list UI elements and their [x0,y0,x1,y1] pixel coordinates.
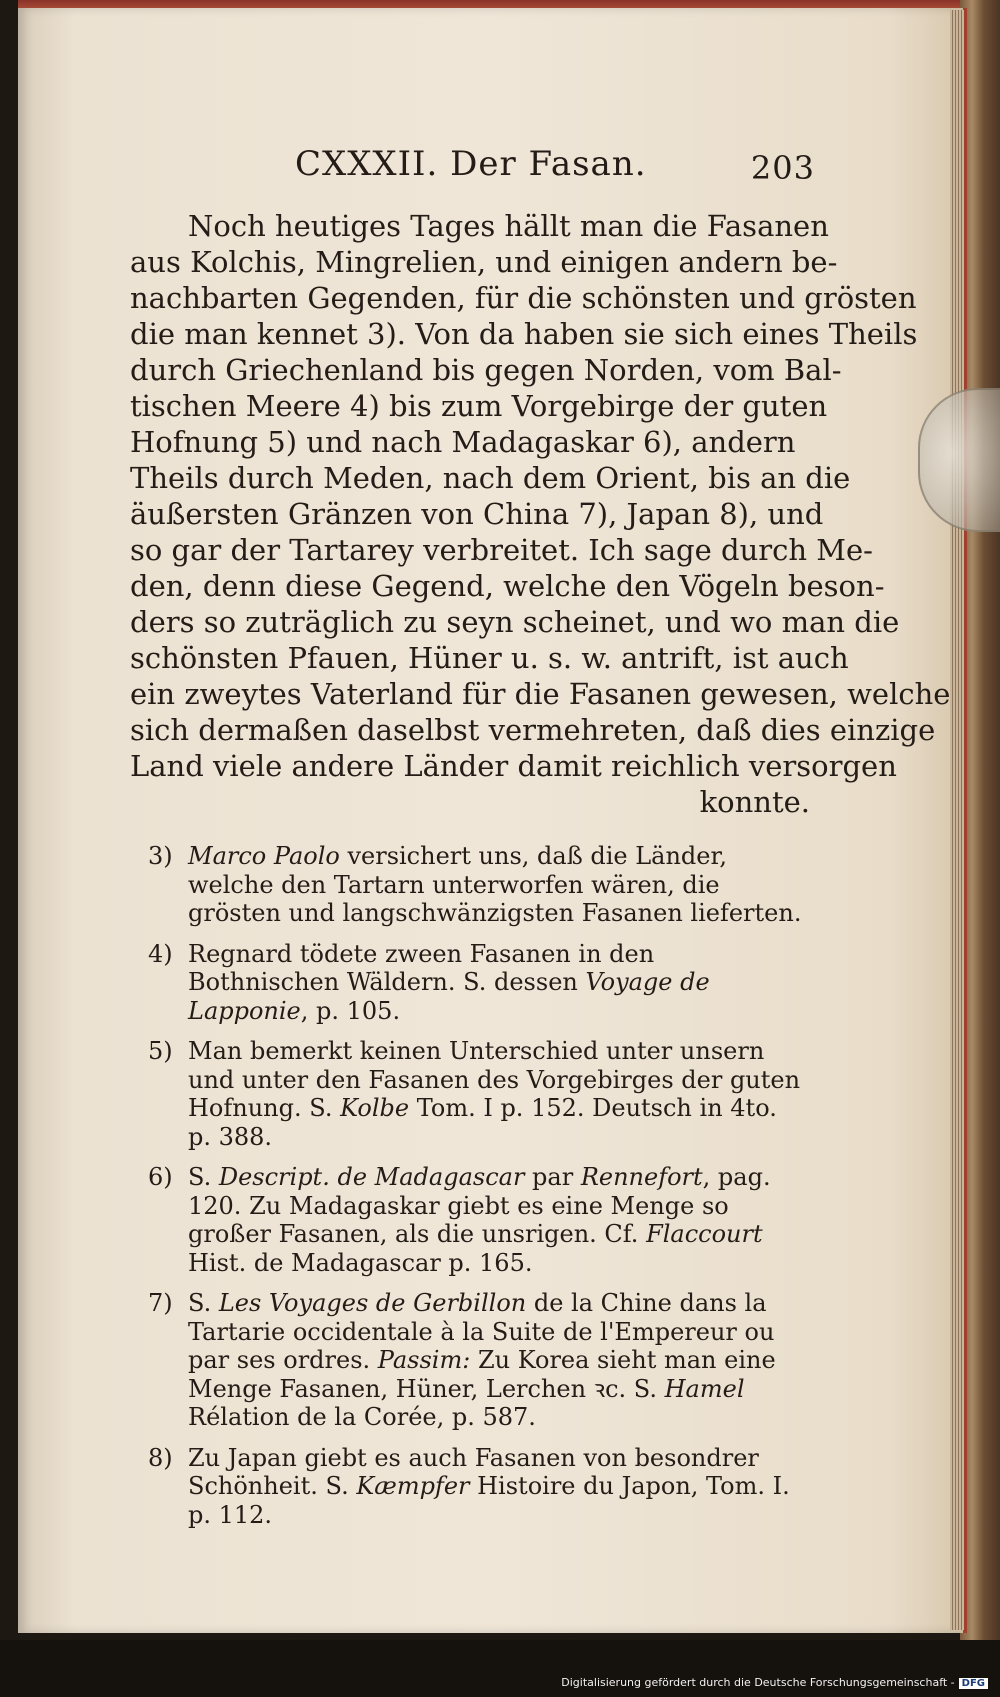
footnote-text-part: S. [188,1163,219,1191]
footnote-number: 8) [148,1443,173,1472]
footnote-text-part: par [524,1163,581,1191]
page-number: 203 [750,149,815,187]
running-header [295,140,815,188]
footnote-text-part: S. [188,1289,219,1317]
footnote-text [188,1444,802,1530]
footnote-text-part: Rélation de la Corée, p. 587. [188,1403,536,1431]
credit-text: Digitalisierung gefördert durch die Deutsche Forschungsgemeinschaft - [561,1676,955,1689]
footnote-text [188,1289,802,1432]
footnote-text-part: , pag. 120. Zu Madagaskar giebt es eine Menge so großer Fasanen, als die unsrigen. Cf. [188,1163,771,1248]
main-text-line: Theils durch Meden, nach dem Orient, bis an die [130,461,851,495]
main-text-line: durch Griechenland bis gegen Norden, vom Bal- [130,353,842,387]
main-text-line: sich dermaßen daselbst vermehreten, daß dies einzige [130,713,936,747]
footnote-text-part: Zu Japan giebt es auch Fasanen von besondrer Schönheit. S. [188,1443,759,1500]
footnotes [148,842,802,1541]
main-text [130,208,951,820]
footnote-citation: Marco Paolo [188,842,340,870]
footnote [148,1163,802,1277]
footnote-text [188,842,802,928]
main-text-line: den, denn diese Gegend, welche den Vögeln beson- [130,569,885,603]
footnote-text-part: Hist. de Madagascar p. 165. [188,1248,533,1277]
main-text-line: nachbarten Gegenden, für die schönsten und grösten [130,281,917,315]
main-text-line: tischen Meere 4) bis zum Vorgebirge der guten [130,389,828,423]
footnote-citation: Passim: [377,1346,471,1374]
footnote-citation: Kæmpfer [356,1472,470,1500]
footnote [148,940,802,1026]
footnote-citation: Hamel [664,1374,745,1403]
main-text-line: ders so zuträglich zu seyn scheinet, und wo man die [130,605,900,639]
main-text-line: Noch heutiges Tages hällt man die Fasanen [188,209,829,243]
dfg-logo: DFG [959,1678,988,1689]
footnote-number: 7) [148,1289,173,1317]
footnote-citation: Voyage de Lapponie [188,968,710,1025]
footnote-text-part: Zu Korea sieht man eine Menge Fasanen, Hüner, Lerchen ꝛc. S. [188,1346,776,1403]
footnote-citation: Flaccourt [646,1220,763,1248]
footnote-citation: Les Voyages de Gerbillon [218,1289,527,1317]
footnote-text-part: Histoire du Japon, Tom. I. p. 112. [188,1472,790,1529]
main-text-line: Land viele andere Länder damit reichlich versorgen [130,749,897,783]
footnote-text-part: de la Chine dans la Tartarie occidentale à la Suite de l'Empereur ou par ses ordres. [188,1289,775,1374]
footnote-citation: Descript. de Madagascar [218,1163,525,1191]
main-text-line: Hofnung 5) und nach Madagaskar 6), andern [130,425,796,459]
main-text-line: aus Kolchis, Mingrelien, und einigen andern be- [130,245,838,279]
main-text-line: die man kennet 3). Von da haben sie sich eines Theils [130,317,918,351]
footnote [148,1444,802,1530]
footnote-text [188,1037,802,1151]
main-text-line: schönsten Pfauen, Hüner u. s. w. antrift, ist auch [130,641,849,675]
footnote-text-part: Man bemerkt keinen Unterschied unter unsern und unter den Fasanen des Vorgebirges der guten Hofnung. S. [188,1037,801,1122]
footnote-text-part: Tom. I p. 152. Deutsch in 4to. p. 388. [188,1094,777,1151]
footnote-number: 4) [148,939,173,968]
footnote-number: 5) [148,1037,173,1065]
footnote-citation: Kolbe [340,1094,410,1122]
footnote [148,1037,802,1151]
main-text-line: konnte. [699,785,810,819]
main-text-line: ein zweytes Vaterland für die Fasanen gewesen, welche [130,677,951,711]
main-text-line: äußersten Gränzen von China 7), Japan 8), und [130,497,824,531]
footnote [148,842,802,928]
digitization-credit [561,1676,988,1689]
footnote-citation: Rennefort [580,1163,703,1191]
footnote-number: 6) [148,1163,173,1191]
footnote-number: 3) [148,842,173,870]
footnote-text-part: versichert uns, daß die Länder, welche den Tartarn unterworfen wären, die grösten und langschwänzigsten Fasanen lieferten. [188,842,802,927]
footnote-text [188,1163,802,1277]
footnote [148,1289,802,1432]
running-title: CXXXII. Der Fasan. [295,144,647,184]
footnote-text [188,940,802,1026]
footnote-text-part: , p. 105. [300,996,401,1025]
main-text-line: so gar der Tartarey verbreitet. Ich sage durch Me- [130,533,873,567]
footnote-text-part: Regnard tödete zween Fasanen in den Bothnischen Wäldern. S. dessen [188,939,655,996]
